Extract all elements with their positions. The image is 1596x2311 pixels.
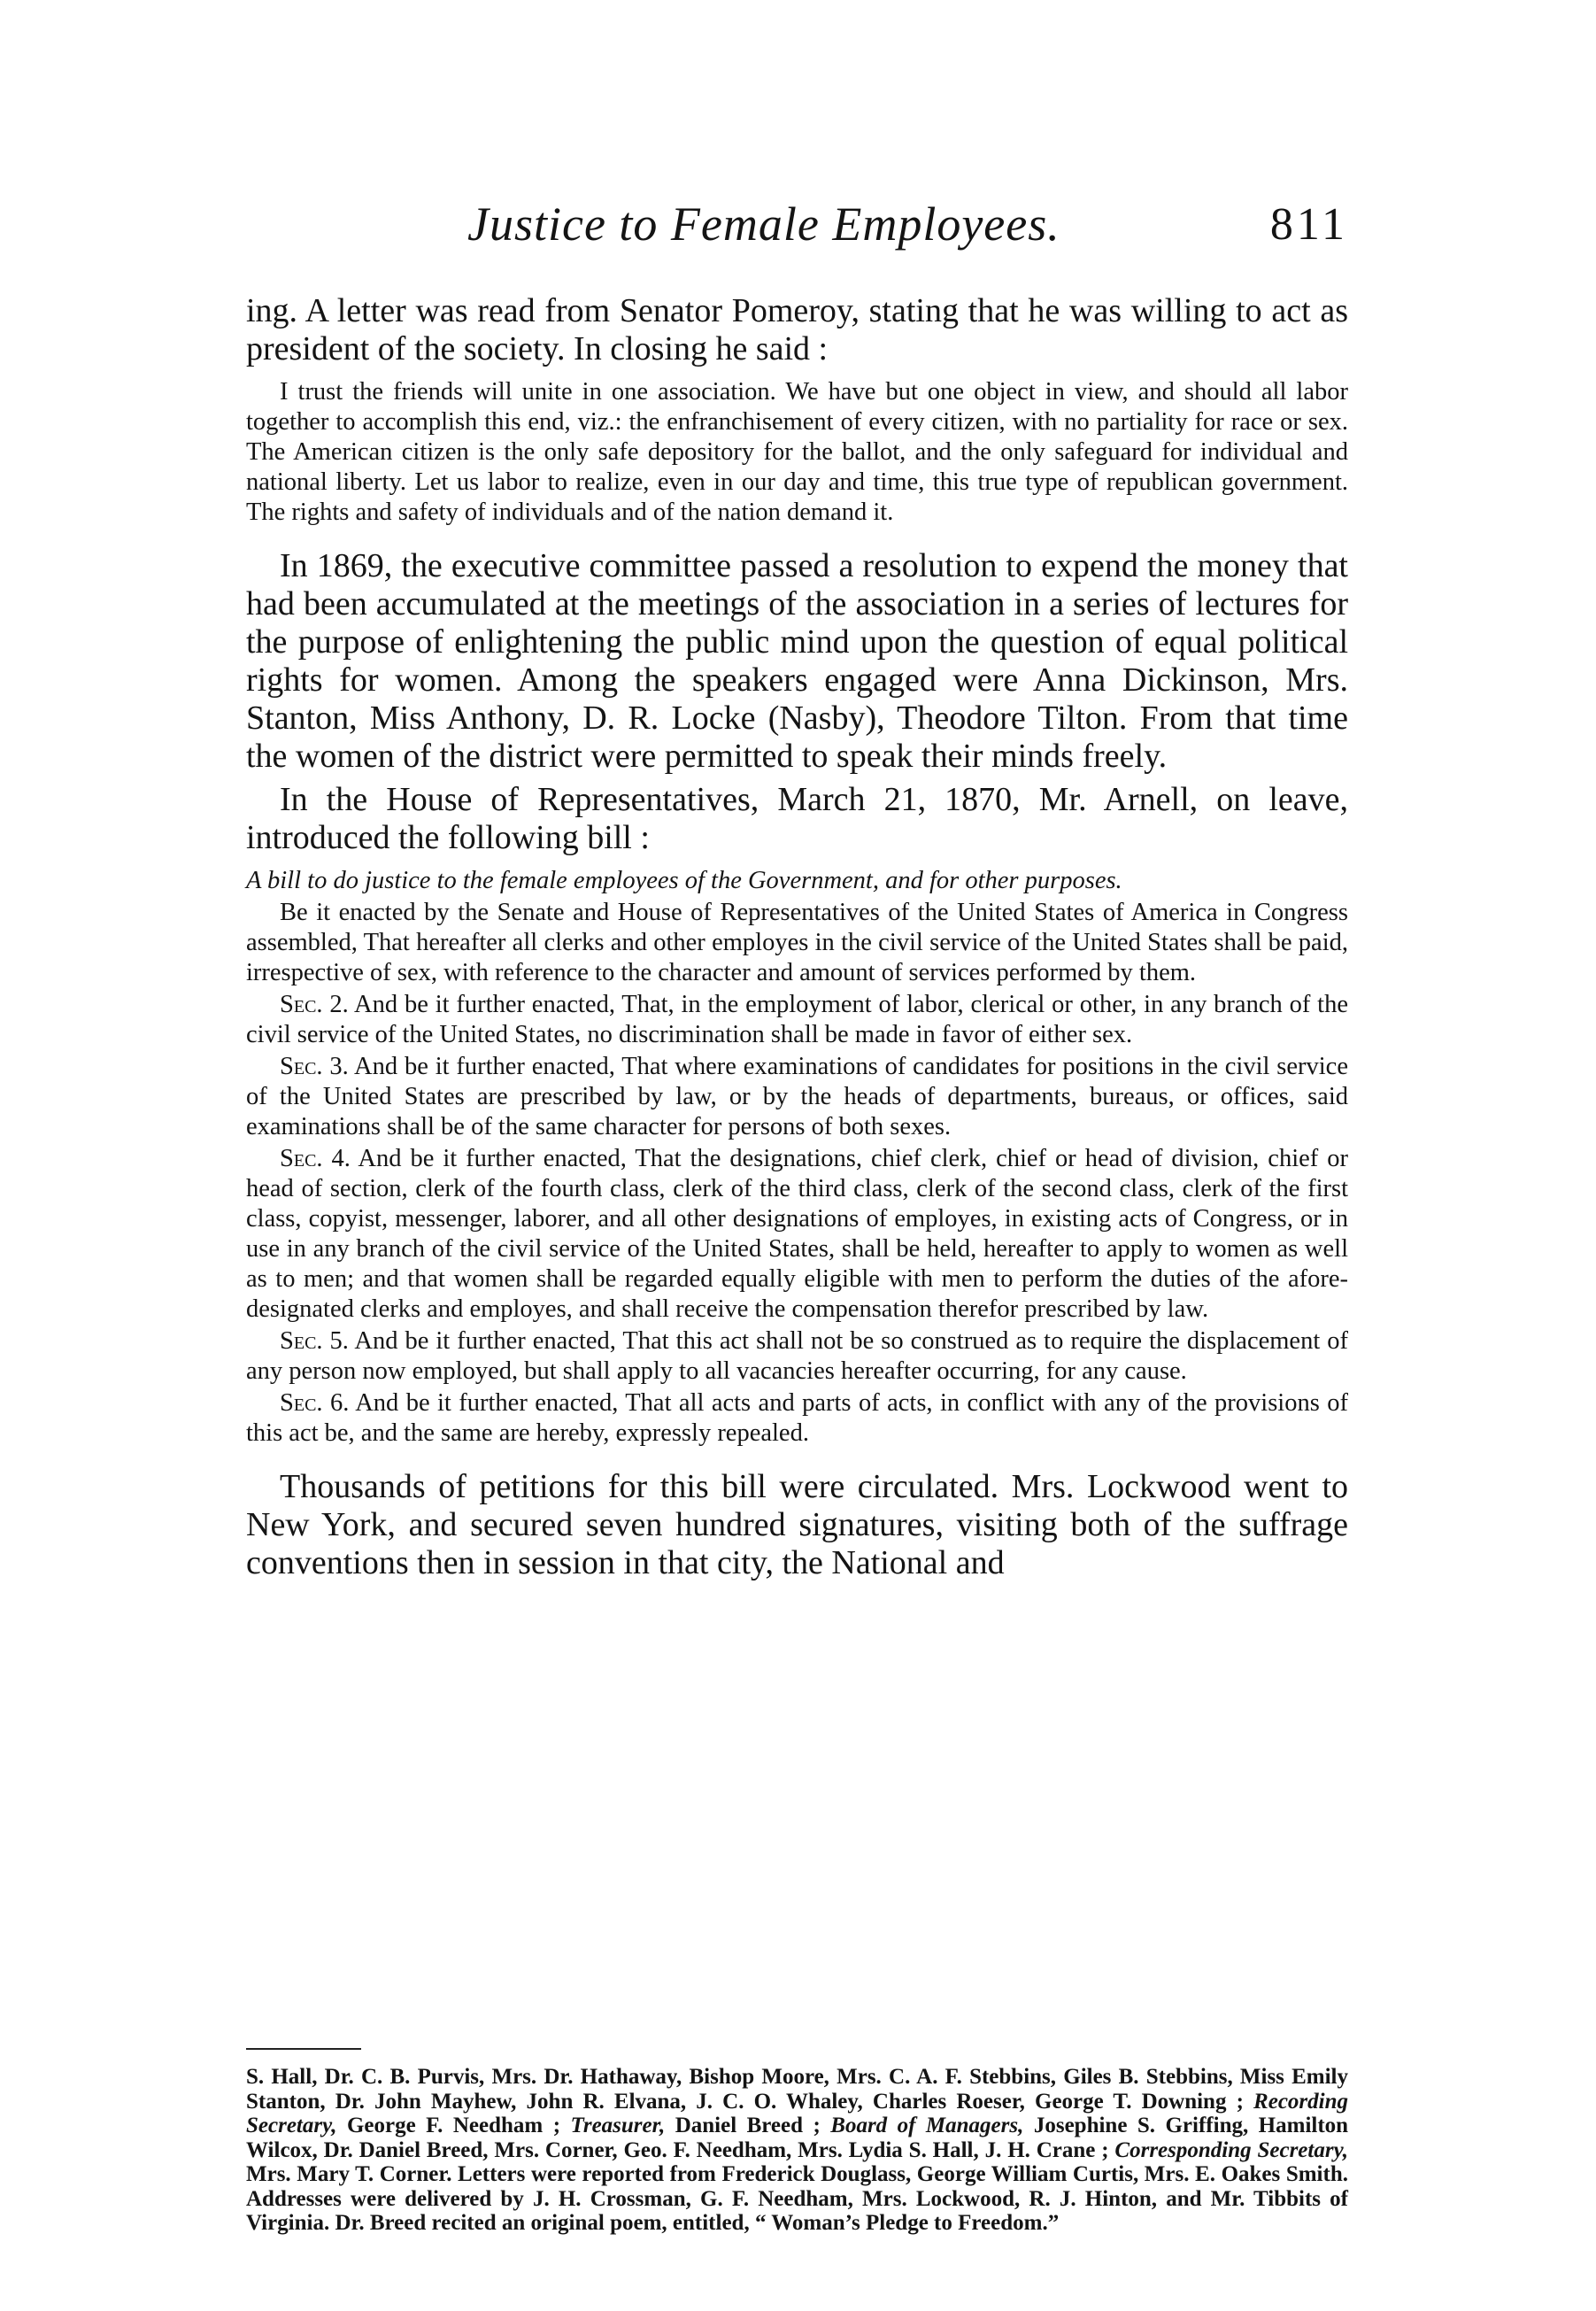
section-label: Sec. 3. <box>280 1053 349 1080</box>
footnote <box>246 2065 1348 2236</box>
section-label: Sec. 6. <box>280 1389 350 1417</box>
footnote-text: S. Hall, Dr. C. B. Purvis, Mrs. Dr. Hathaway, Bishop Moore, Mrs. C. A. F. Stebbins, Giles B. Stebbins, Miss Emily Stanton, Dr. John Mayhew, John R. Elvana, J. C. O. Whaley, Charles Roeser, George T. Downing ; <box>246 2065 1348 2114</box>
paragraph-arnell-bill: In the House of Representatives, March 21, 1870, Mr. Arnell, on leave, introduced the following bill : <box>246 781 1348 856</box>
running-head <box>246 197 1348 253</box>
footnote-text: Daniel Breed ; <box>675 2114 821 2137</box>
section-text: And be it further enacted, That the designations, chief clerk, chief or head of division, chief or head of section, clerk of the fourth class, clerk of the third class, clerk of the second class, clerk of the first class, copyist, messenger, laborer, and all other designations of employes, in existing acts of Congress, or in use in any branch of the civil service of the United States, shall be held, hereafter to apply to women as well as to men; and that women shall be regarded equally eligible with men to perform the duties of the afore-designated clerks and employes, and shall receive the compensation therefor prescribed by law. <box>246 1145 1348 1323</box>
section-text: And be it further enacted, That where examinations of candidates for positions in the civil service of the United States are prescribed by law, or by the heads of departments, bureaus, or offices, said examinations shall be of the same character for persons of both sexes. <box>246 1053 1348 1140</box>
section-text: And be it further enacted, That, in the employment of labor, clerical or other, in any branch of the civil service of the United States, no discrimination shall be made in favor of either sex. <box>246 991 1348 1048</box>
block-quote-pomeroy: I trust the friends will unite in one association. We have but one object in view, and should all labor together to accomplish this end, viz.: the enfranchisement of every citizen, with no partiality for race or sex. The American citizen is the only safe depository for the ballot, and the only safeguard for individual and national liberty. Let us labor to realize, even in our day and time, this true type of republican government. The rights and safety of individuals and of the nation demand it. <box>246 378 1348 526</box>
bill-section-4 <box>246 1144 1348 1325</box>
bill-section-2 <box>246 990 1348 1050</box>
footnote-text: George F. Needham ; <box>346 2114 561 2137</box>
bill-section-6 <box>246 1388 1348 1449</box>
paragraph-1869-lectures: In 1869, the executive committee passed a resolution to expend the money that had been accumulated at the meetings of the association in a series of lectures for the purpose of enlightening the public mind upon the question of equal political rights for women. Among the speakers engaged were Anna Dickinson, Mrs. Stanton, Miss Anthony, D. R. Locke (Nasby), Theodore Tilton. From that time the women of the district were permitted to speak their minds freely. <box>246 547 1348 775</box>
section-label: Sec. 4. <box>280 1145 351 1172</box>
section-label: Sec. 5. <box>280 1327 349 1355</box>
running-title: Justice to Female Employees. <box>467 197 1060 251</box>
footnote-role-label: Board of Managers, <box>830 2114 1024 2137</box>
footnote-role-label: Corresponding Secretary, <box>1114 2137 1348 2162</box>
footnote-role-label: Recording Secretary, <box>246 2089 1348 2137</box>
bill-enacting-clause: Be it enacted by the Senate and House of Representatives of the United States of America in Congress assembled, That hereafter all clerks and other employes in the civil service of the United States shall be paid, irrespective of sex, with reference to the character and amount of services performed by them. <box>246 899 1348 986</box>
section-label: Sec. 2. <box>280 991 349 1018</box>
page-number: 811 <box>1269 199 1348 250</box>
paragraph-pomeroy-letter: ing. A letter was read from Senator Pomeroy, stating that he was willing to act as president of the society. In closing he said : <box>246 292 1348 367</box>
bill-title: A bill to do justice to the female employees of the Government, and for other purposes. <box>246 867 1122 894</box>
section-text: And be it further enacted, That all acts and parts of acts, in conflict with any of the provisions of this act be, and the same are hereby, expressly repealed. <box>246 1389 1348 1447</box>
bill-section-5 <box>246 1326 1348 1387</box>
paragraph-petitions: Thousands of petitions for this bill were circulated. Mrs. Lockwood went to New York, and secured seven hundred signatures, visiting both of the suffrage conventions then in session in that city, the National and <box>246 1468 1348 1581</box>
footnote-divider <box>246 2048 361 2050</box>
section-text: And be it further enacted, That this act shall not be so construed as to require the displacement of any person now employed, but shall apply to all vacancies hereafter occurring, for any cause. <box>246 1327 1348 1385</box>
footnote-text: Mrs. Mary T. Corner. Letters were reported from Frederick Douglass, George William Curtis, Mrs. E. Oakes Smith. Addresses were delivered by J. H. Crossman, G. F. Needham, Mrs. Lockwood, R. J. Hinton, and Mr. Tibbits of Virginia. Dr. Breed recited an original poem, entitled, “ Woman’s Pledge to Freedom.” <box>246 2162 1348 2235</box>
body-text <box>246 292 1348 1582</box>
bill-section-3 <box>246 1052 1348 1142</box>
footnote-role-label: Treasurer, <box>570 2114 666 2137</box>
footnote-text: Josephine S. Griffing, Hamilton Wilcox, Dr. Daniel Breed, Mrs. Corner, Geo. F. Needham, Mrs. Lydia S. Hall, J. H. Crane ; <box>246 2114 1349 2162</box>
